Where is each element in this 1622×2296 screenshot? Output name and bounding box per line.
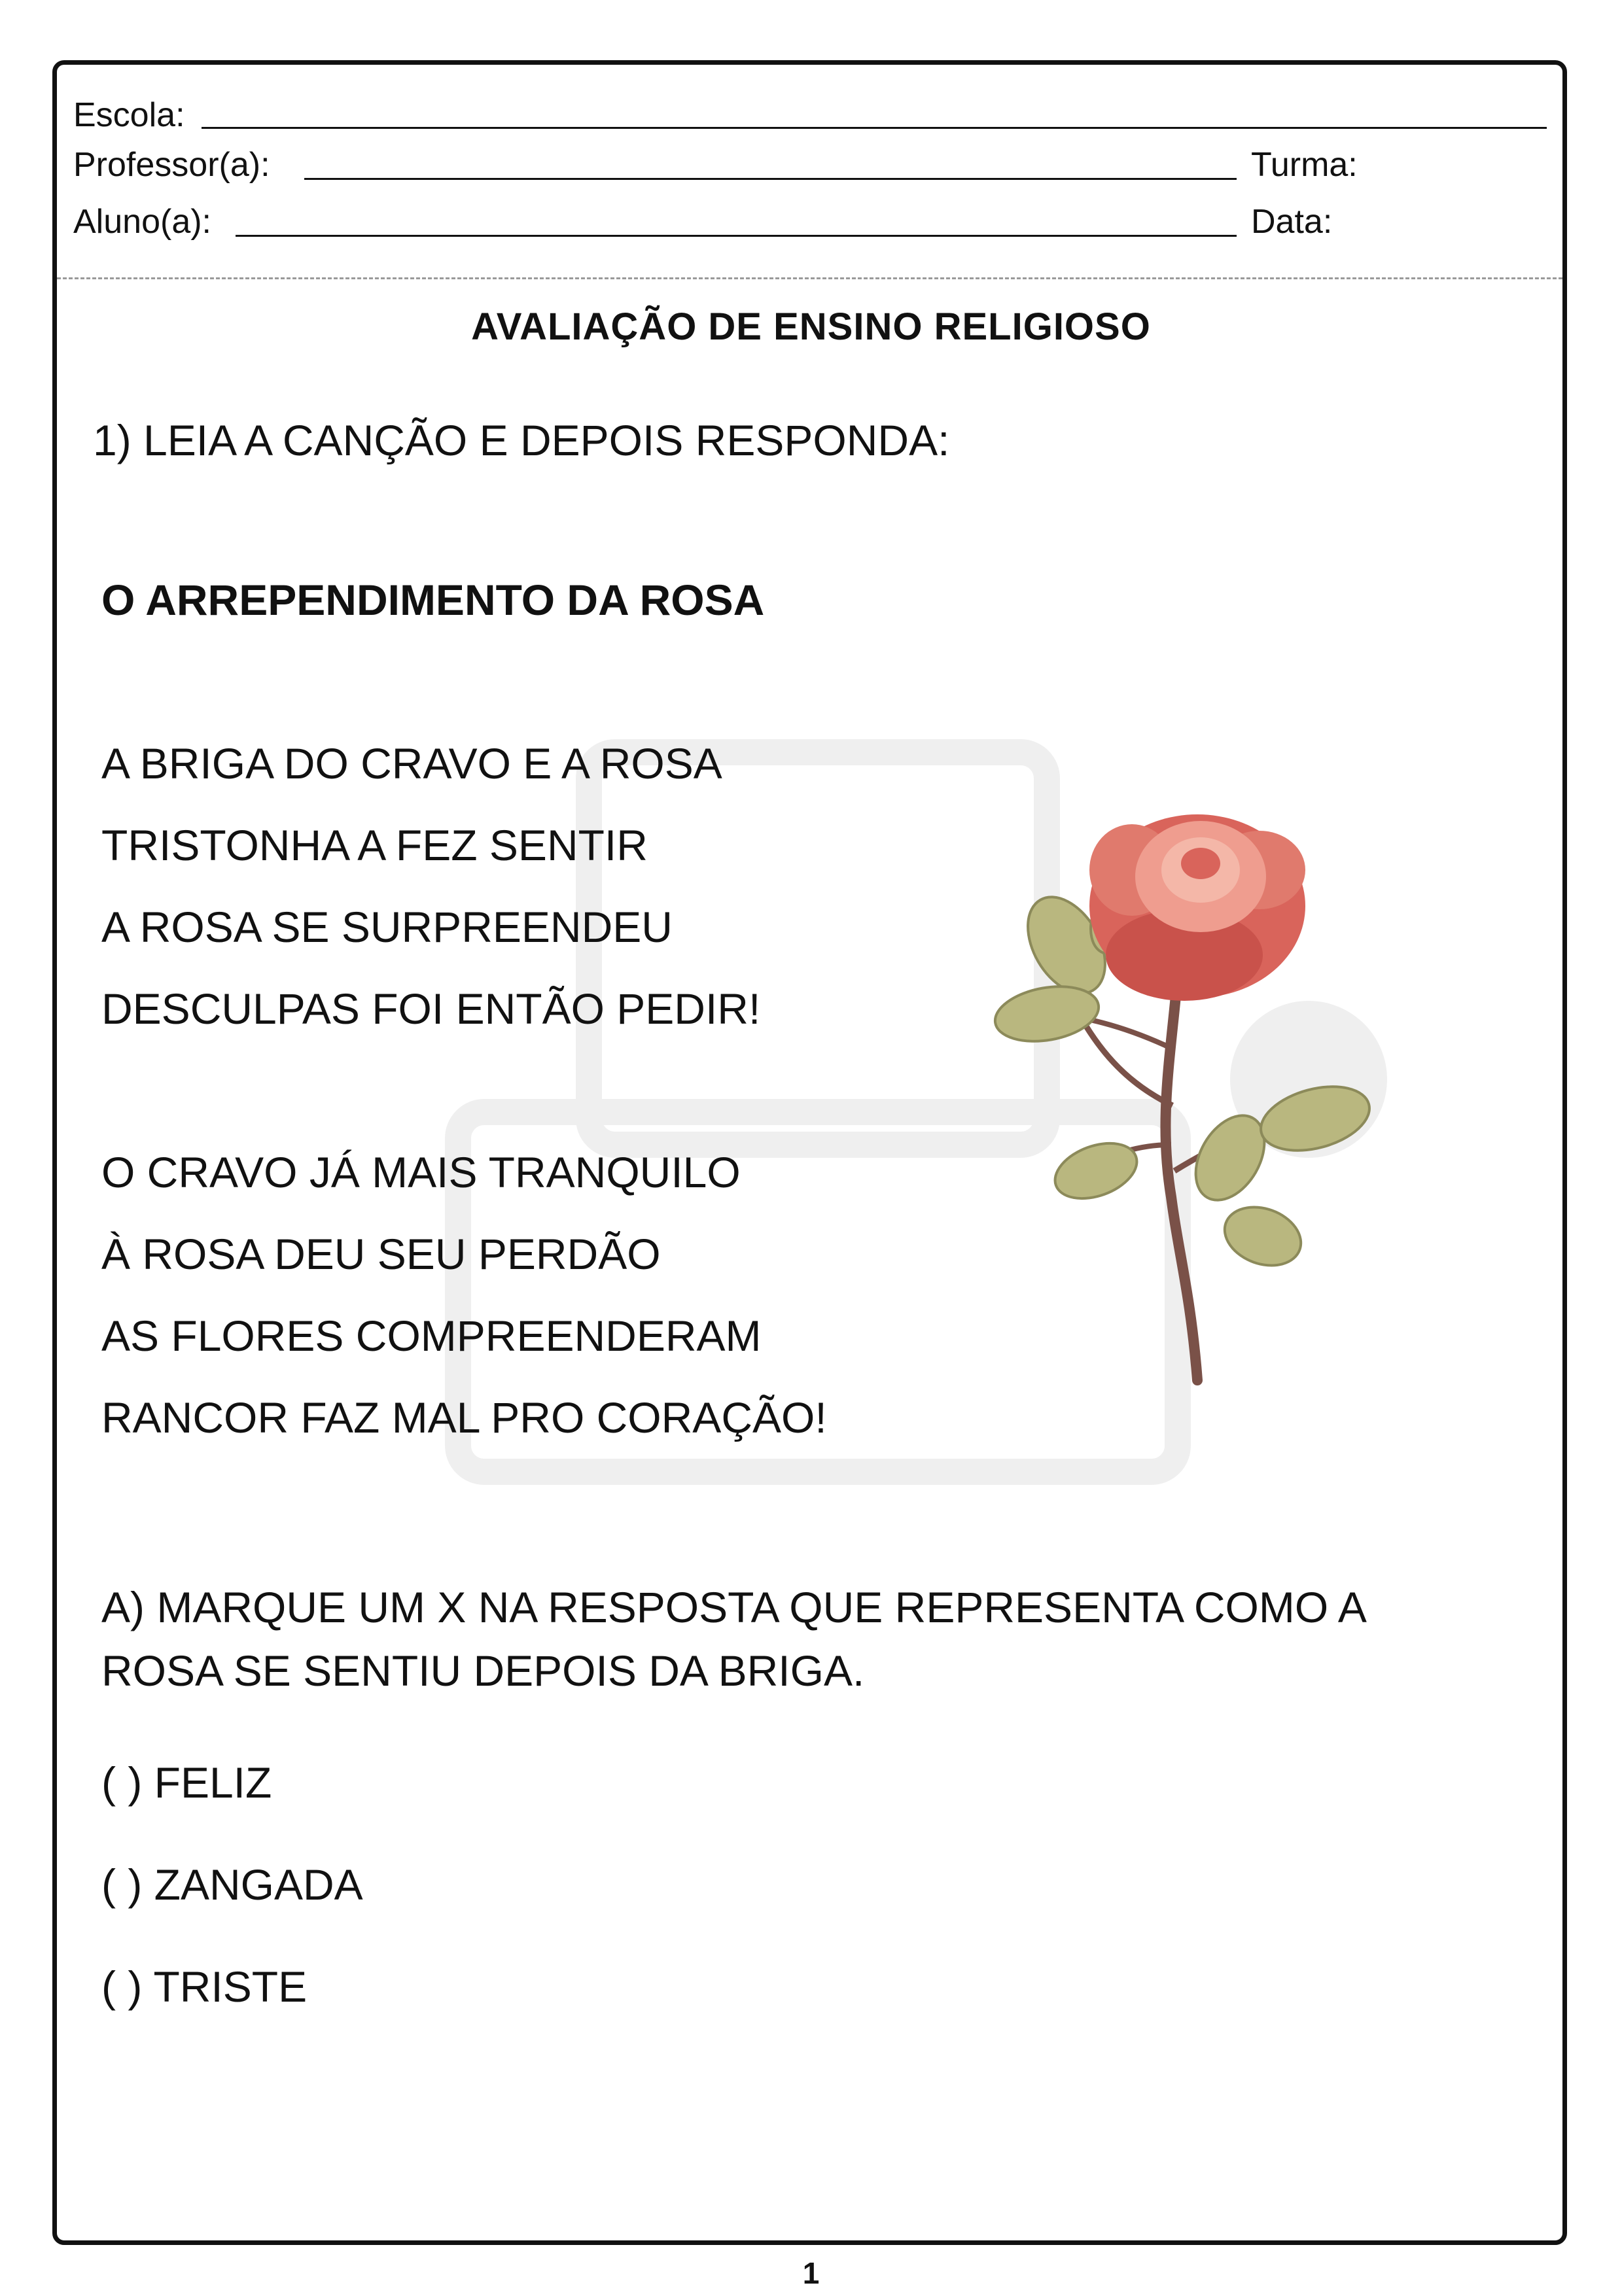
- song-line: A BRIGA DO CRAVO E A ROSA: [101, 739, 722, 788]
- song-line: RANCOR FAZ MAL PRO CORAÇÃO!: [101, 1393, 827, 1442]
- question-1: 1) LEIA A CANÇÃO E DEPOIS RESPONDA:: [93, 416, 950, 464]
- date-label: Data:: [1251, 203, 1333, 241]
- song-line: DESCULPAS FOI ENTÃO PEDIR!: [101, 984, 761, 1033]
- school-label: Escola:: [73, 96, 185, 134]
- option-feliz[interactable]: ( ) FELIZ: [101, 1758, 272, 1807]
- song-line: TRISTONHA A FEZ SENTIR: [101, 821, 648, 869]
- page-title: AVALIAÇÃO DE ENSINO RELIGIOSO: [471, 305, 1151, 348]
- school-field[interactable]: [202, 127, 1547, 129]
- class-label: Turma:: [1251, 146, 1358, 184]
- option-triste[interactable]: ( ) TRISTE: [101, 1962, 308, 2011]
- question-a-line2: ROSA SE SENTIU DEPOIS DA BRIGA.: [101, 1646, 865, 1695]
- song-line: A ROSA SE SURPREENDEU: [101, 903, 673, 951]
- song-title: O ARREPENDIMENTO DA ROSA: [101, 576, 765, 624]
- song-line: AS FLORES COMPREENDERAM: [101, 1312, 762, 1360]
- song-line: O CRAVO JÁ MAIS TRANQUILO: [101, 1148, 741, 1196]
- header-divider: [57, 277, 1562, 279]
- teacher-label: Professor(a):: [73, 146, 270, 184]
- student-field[interactable]: [236, 235, 1237, 237]
- option-zangada[interactable]: ( ) ZANGADA: [101, 1860, 363, 1909]
- song-line: À ROSA DEU SEU PERDÃO: [101, 1230, 661, 1278]
- rose-illustration: [981, 778, 1407, 1400]
- teacher-field[interactable]: [304, 178, 1237, 180]
- page-number: 1: [802, 2256, 820, 2290]
- student-label: Aluno(a):: [73, 203, 211, 241]
- question-a-line1: A) MARQUE UM X NA RESPOSTA QUE REPRESENTA COMO A: [101, 1583, 1367, 1631]
